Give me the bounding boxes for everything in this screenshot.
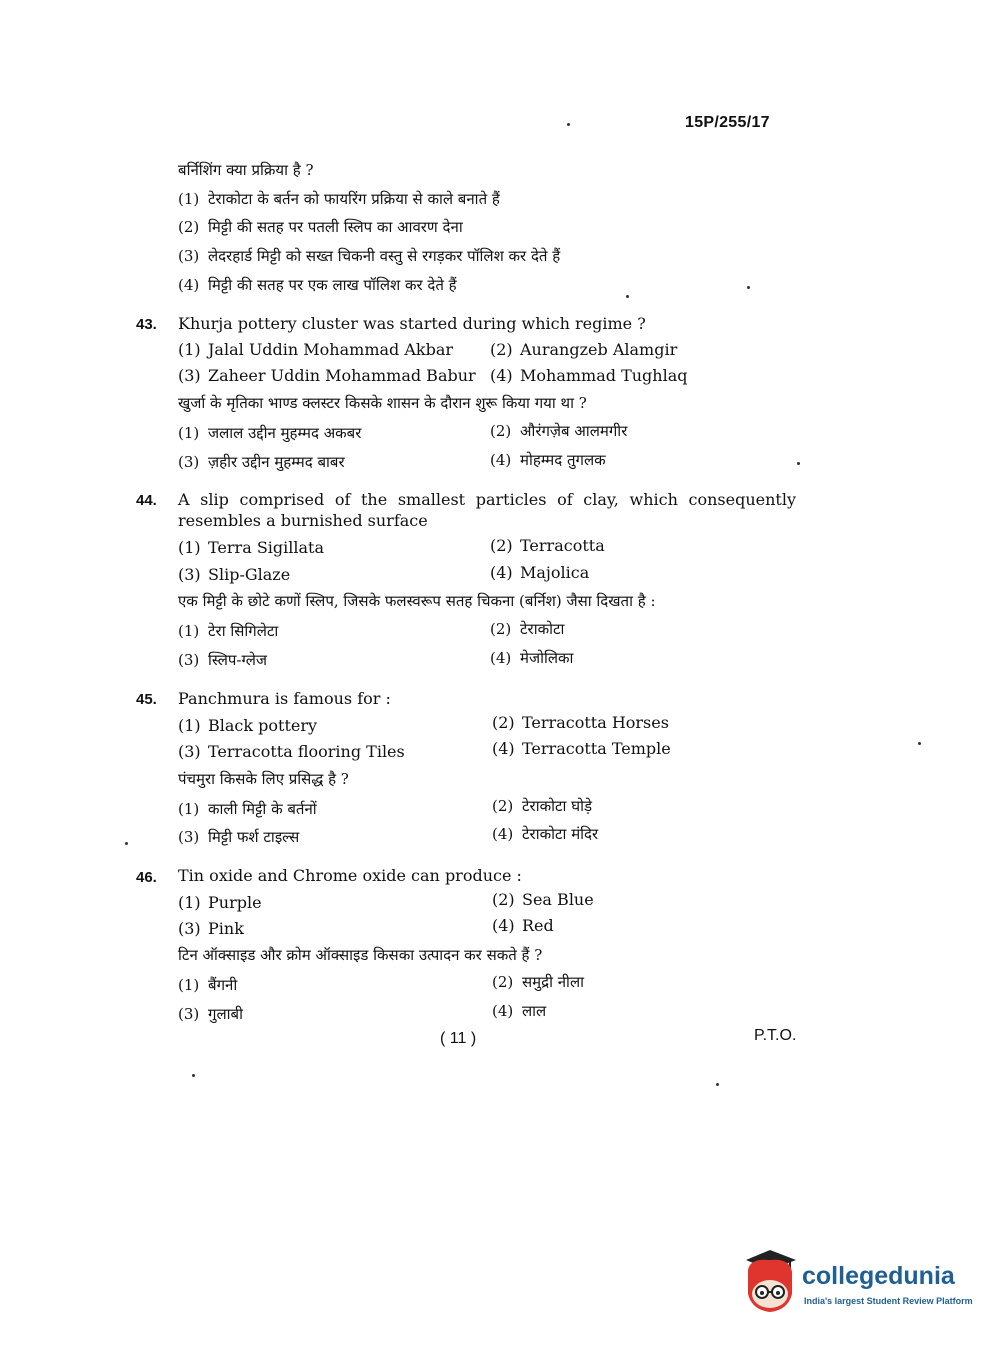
scan-speck [747,286,750,289]
q43-number: 43. [136,316,157,333]
q42-option-hi-1: (1) टेराकोटा के बर्तन को फायरिंग प्रक्रिया से काले बनाते हैं [178,190,500,208]
q43-option-hi-4: (4) मोहम्मद तुगलक [490,451,606,469]
q43-option-hi-2: (2) औरंगज़ेब आलमगीर [490,422,628,440]
q44-option-hi-3: (3) स्लिप-ग्लेज [178,651,267,669]
page-number: ( 11 ) [440,1030,477,1047]
q45-number: 45. [136,691,157,708]
scan-speck [918,742,921,745]
q45-option-hi-3: (3) मिट्टी फर्श टाइल्स [178,828,300,846]
q46-question-en: Tin oxide and Chrome oxide can produce : [178,866,522,885]
q46-number: 46. [136,869,157,886]
q43-option-en-4: (4) Mohammad Tughlaq [490,366,688,385]
q43-option-en-3: (3) Zaheer Uddin Mohammad Babur [178,366,476,385]
q44-option-en-2: (2) Terracotta [490,536,605,555]
q43-question-en: Khurja pottery cluster was started during which regime ? [178,314,646,333]
q44-question-hi: एक मिट्टी के छोटे कणों स्लिप, जिसके फलस्वरूप सतह चिकना (बर्निश) जैसा दिखता है : [178,592,656,610]
pto-label: P.T.O. [754,1027,797,1044]
q45-option-en-2: (2) Terracotta Horses [492,713,669,732]
q46-option-en-2: (2) Sea Blue [492,890,594,909]
q45-option-en-3: (3) Terracotta flooring Tiles [178,742,405,761]
q43-option-hi-3: (3) ज़हीर उद्दीन मुहम्मद बाबर [178,453,345,471]
q45-question-hi: पंचमुरा किसके लिए प्रसिद्ध है ? [178,770,349,788]
q44-option-hi-1: (1) टेरा सिगिलेटा [178,622,279,640]
q44-option-en-4: (4) Majolica [490,563,590,582]
q46-option-hi-2: (2) समुद्री नीला [492,973,584,991]
q45-option-en-4: (4) Terracotta Temple [492,739,671,758]
scan-speck [567,123,570,126]
scan-speck [192,1074,195,1077]
q42-option-hi-4: (4) मिट्टी की सतह पर एक लाख पॉलिश कर देते हैं [178,276,457,294]
q45-option-hi-4: (4) टेराकोटा मंदिर [492,825,599,843]
q46-option-hi-1: (1) बैंगनी [178,976,238,994]
q46-option-hi-3: (3) गुलाबी [178,1005,243,1023]
logo-wordmark: collegedunia [802,1262,955,1290]
q42-option-hi-3: (3) लेदरहार्ड मिट्टी को सख्त चिकनी वस्तु से रगड़कर पॉलिश कर देते हैं [178,247,561,265]
scan-speck [716,1083,719,1086]
q43-question-hi: खुर्जा के मृतिका भाण्ड क्लस्टर किसके शासन के दौरान शुरू किया गया था ? [178,394,587,412]
q46-option-en-4: (4) Red [492,916,554,935]
scan-speck [626,295,629,298]
q44-option-hi-4: (4) मेजोलिका [490,649,574,667]
scan-speck [797,462,800,465]
q43-option-en-1: (1) Jalal Uddin Mohammad Akbar [178,340,454,359]
q44-question-en: A slip comprised of the smallest particles of clay, which consequently resembles a burnished surface [178,490,796,530]
q45-option-hi-1: (1) काली मिट्टी के बर्तनों [178,800,317,818]
mascot-icon [740,1248,798,1320]
q45-question-en: Panchmura is famous for : [178,689,391,708]
q42-option-hi-2: (2) मिट्टी की सतह पर पतली स्लिप का आवरण देना [178,218,463,236]
q44-number: 44. [136,492,157,509]
collegedunia-logo [740,1248,973,1328]
q43-option-en-2: (2) Aurangzeb Alamgir [490,340,678,359]
q44-option-en-1: (1) Terra Sigillata [178,538,324,557]
q43-option-hi-1: (1) जलाल उद्दीन मुहम्मद अकबर [178,424,362,442]
q45-option-en-1: (1) Black pottery [178,716,318,735]
q46-question-hi: टिन ऑक्साइड और क्रोम ऑक्साइड किसका उत्पादन कर सकते हैं ? [178,946,543,964]
scan-speck [125,842,128,845]
q46-option-en-1: (1) Purple [178,893,262,912]
paper-code: 15P/255/17 [685,114,770,131]
q44-option-hi-2: (2) टेराकोटा [490,620,565,638]
q46-option-hi-4: (4) लाल [492,1002,547,1020]
q42-question-hi: बर्निशिंग क्या प्रक्रिया है ? [178,161,314,179]
q45-option-hi-2: (2) टेराकोटा घोड़े [492,797,592,815]
q44-option-en-3: (3) Slip-Glaze [178,565,291,584]
q46-option-en-3: (3) Pink [178,919,244,938]
logo-tagline: India's largest Student Review Platform [804,1296,973,1306]
